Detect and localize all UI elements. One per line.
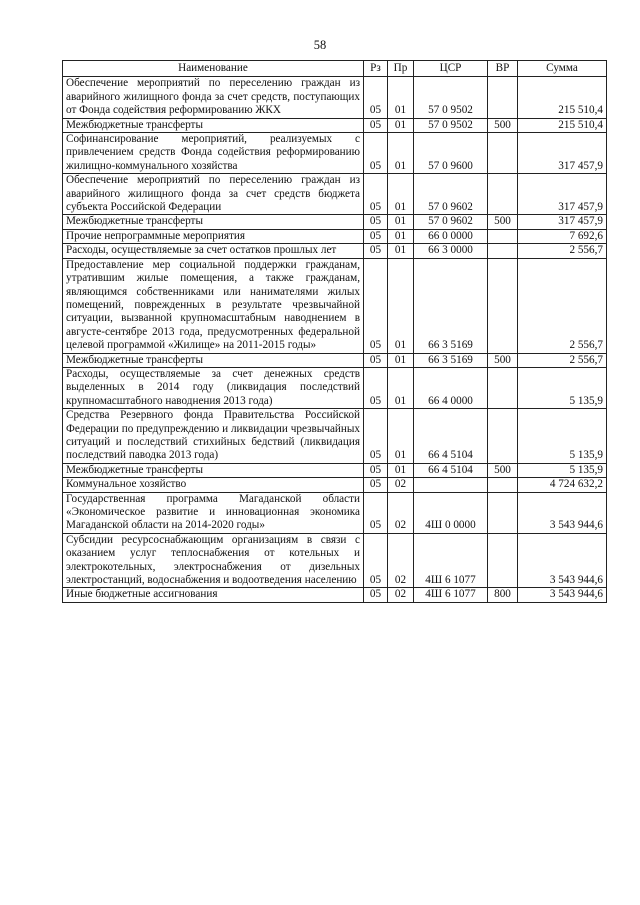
header-vr: ВР	[488, 61, 518, 77]
cell-rz: 05	[364, 463, 388, 477]
cell-csr: 66 0 0000	[414, 229, 488, 243]
cell-csr: 4Ш 6 1077	[414, 533, 488, 588]
cell-csr: 66 4 0000	[414, 367, 488, 408]
table-row	[63, 409, 607, 464]
table-header-row	[63, 61, 607, 77]
table-row	[63, 353, 607, 367]
header-sum: Сумма	[518, 61, 607, 77]
header-pr: Пр	[388, 61, 414, 77]
cell-vr: 500	[488, 463, 518, 477]
cell-name: Межбюджетные трансферты	[63, 353, 364, 367]
cell-rz: 05	[364, 77, 388, 118]
cell-csr: 66 3 5169	[414, 258, 488, 353]
cell-pr: 01	[388, 174, 414, 215]
table-row	[63, 118, 607, 132]
cell-sum: 215 510,4	[518, 118, 607, 132]
cell-name: Иные бюджетные ассигнования	[63, 588, 364, 602]
cell-sum: 317 457,9	[518, 133, 607, 174]
cell-csr: 66 4 5104	[414, 409, 488, 464]
cell-sum: 5 135,9	[518, 367, 607, 408]
cell-sum: 3 543 944,6	[518, 492, 607, 533]
cell-sum: 317 457,9	[518, 215, 607, 229]
cell-pr: 01	[388, 353, 414, 367]
cell-name: Расходы, осуществляемые за счет остатков прошлых лет	[63, 244, 364, 258]
cell-name: Расходы, осуществляемые за счет денежных средств выделенных в 2014 году (ликвидация последствий крупномасштабного наводнения 2013 года)	[63, 367, 364, 408]
cell-pr: 01	[388, 118, 414, 132]
cell-name: Межбюджетные трансферты	[63, 215, 364, 229]
cell-csr: 66 4 5104	[414, 463, 488, 477]
cell-rz: 05	[364, 478, 388, 492]
table-row	[63, 478, 607, 492]
cell-pr: 01	[388, 409, 414, 464]
table-row	[63, 174, 607, 215]
cell-csr: 57 0 9602	[414, 215, 488, 229]
cell-pr: 01	[388, 77, 414, 118]
cell-name: Субсидии ресурсоснабжающим организациям в связи с оказанием услуг теплоснабжения от котельных и электрокотельных, электроснабжения от дизельных электростанций, водоснабжения и водоотведения населению	[63, 533, 364, 588]
cell-rz: 05	[364, 588, 388, 602]
cell-sum: 7 692,6	[518, 229, 607, 243]
table-row	[63, 244, 607, 258]
cell-name: Средства Резервного фонда Правительства Российской Федерации по предупреждению и ликвидации чрезвычайных ситуаций и последствий стихийных бедствий (ликвидация последствий паводка 2013 года)	[63, 409, 364, 464]
cell-vr	[488, 174, 518, 215]
cell-vr	[488, 409, 518, 464]
cell-pr: 01	[388, 229, 414, 243]
cell-pr: 02	[388, 588, 414, 602]
header-name: Наименование	[63, 61, 364, 77]
table-row	[63, 463, 607, 477]
table-row	[63, 367, 607, 408]
cell-sum: 3 543 944,6	[518, 533, 607, 588]
table-row	[63, 492, 607, 533]
cell-rz: 05	[364, 409, 388, 464]
cell-vr: 500	[488, 215, 518, 229]
cell-name: Межбюджетные трансферты	[63, 463, 364, 477]
table-row	[63, 215, 607, 229]
cell-vr	[488, 258, 518, 353]
cell-csr: 57 0 9602	[414, 174, 488, 215]
cell-pr: 01	[388, 463, 414, 477]
cell-name: Предоставление мер социальной поддержки гражданам, утратившим жилые помещения, а также гражданам, являющимся собственниками или нанимателями жилых помещений, поврежденных в результате чрезвычайной ситуации, вызванной крупномасштабным наводнением в августе-сентябре 2013 года, предусмотренных федеральной целевой программой «Жилище» на 2011-2015 годы»	[63, 258, 364, 353]
cell-pr: 01	[388, 258, 414, 353]
cell-sum: 215 510,4	[518, 77, 607, 118]
header-rz: Рз	[364, 61, 388, 77]
cell-vr	[488, 492, 518, 533]
cell-sum: 317 457,9	[518, 174, 607, 215]
cell-name: Прочие непрограммные мероприятия	[63, 229, 364, 243]
cell-rz: 05	[364, 367, 388, 408]
cell-name: Государственная программа Магаданской области «Экономическое развитие и инновационная экономика Магаданской области на 2014-2020 годы»	[63, 492, 364, 533]
cell-vr: 800	[488, 588, 518, 602]
cell-sum: 2 556,7	[518, 353, 607, 367]
cell-csr: 57 0 9502	[414, 77, 488, 118]
cell-sum: 5 135,9	[518, 463, 607, 477]
cell-pr: 01	[388, 244, 414, 258]
cell-pr: 01	[388, 367, 414, 408]
cell-csr: 66 3 0000	[414, 244, 488, 258]
cell-rz: 05	[364, 353, 388, 367]
cell-rz: 05	[364, 215, 388, 229]
cell-name: Обеспечение мероприятий по переселению граждан из аварийного жилищного фонда за счет средств бюджета субъекта Российской Федерации	[63, 174, 364, 215]
cell-vr	[488, 478, 518, 492]
header-csr: ЦСР	[414, 61, 488, 77]
cell-vr	[488, 244, 518, 258]
cell-name: Софинансирование мероприятий, реализуемых с привлечением средств Фонда содействия реформированию жилищно-коммунального хозяйства	[63, 133, 364, 174]
cell-sum: 2 556,7	[518, 258, 607, 353]
cell-vr: 500	[488, 353, 518, 367]
cell-rz: 05	[364, 258, 388, 353]
table-body	[63, 77, 607, 602]
cell-sum: 5 135,9	[518, 409, 607, 464]
cell-pr: 01	[388, 215, 414, 229]
cell-vr	[488, 77, 518, 118]
cell-pr: 01	[388, 133, 414, 174]
cell-vr: 500	[488, 118, 518, 132]
cell-pr: 02	[388, 478, 414, 492]
cell-sum: 2 556,7	[518, 244, 607, 258]
cell-pr: 02	[388, 533, 414, 588]
cell-vr	[488, 367, 518, 408]
table-row	[63, 229, 607, 243]
cell-rz: 05	[364, 244, 388, 258]
cell-rz: 05	[364, 118, 388, 132]
cell-csr: 66 3 5169	[414, 353, 488, 367]
cell-rz: 05	[364, 492, 388, 533]
budget-table	[62, 60, 607, 603]
cell-vr	[488, 229, 518, 243]
cell-name: Коммунальное хозяйство	[63, 478, 364, 492]
cell-csr: 4Ш 0 0000	[414, 492, 488, 533]
cell-rz: 05	[364, 133, 388, 174]
cell-csr: 57 0 9600	[414, 133, 488, 174]
cell-name: Межбюджетные трансферты	[63, 118, 364, 132]
cell-rz: 05	[364, 174, 388, 215]
cell-sum: 3 543 944,6	[518, 588, 607, 602]
cell-csr: 57 0 9502	[414, 118, 488, 132]
table-row	[63, 588, 607, 602]
cell-vr	[488, 133, 518, 174]
page-number: 58	[313, 38, 327, 52]
table-row	[63, 533, 607, 588]
table-row	[63, 133, 607, 174]
cell-rz: 05	[364, 229, 388, 243]
cell-pr: 02	[388, 492, 414, 533]
cell-vr	[488, 533, 518, 588]
cell-csr: 4Ш 6 1077	[414, 588, 488, 602]
cell-sum: 4 724 632,2	[518, 478, 607, 492]
table-row	[63, 77, 607, 118]
table-row	[63, 258, 607, 353]
cell-name: Обеспечение мероприятий по переселению граждан из аварийного жилищного фонда за счет средств, поступающих от Фонда содействия реформированию ЖКХ	[63, 77, 364, 118]
cell-csr	[414, 478, 488, 492]
cell-rz: 05	[364, 533, 388, 588]
